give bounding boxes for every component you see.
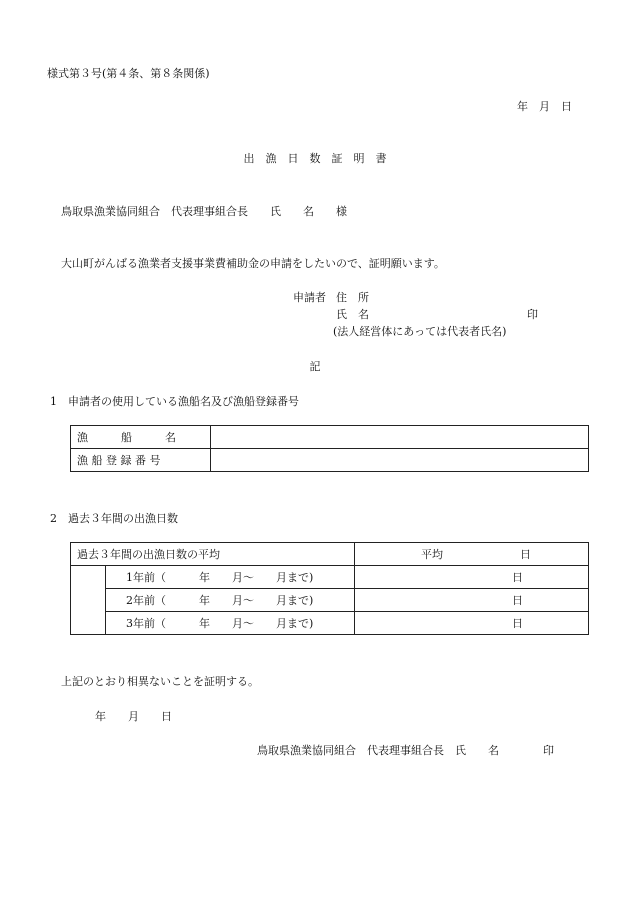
section2-heading: 2 過去３年間の出漁日数 xyxy=(50,512,178,525)
year3-label: 3年前（ 年 月～ 月まで) xyxy=(106,612,355,635)
date-top: 年 月 日 xyxy=(517,100,572,113)
applicant-note: (法人経営体にあっては代表者氏名) xyxy=(333,325,507,338)
average-header-label: 過去３年間の出漁日数の平均 xyxy=(71,543,355,566)
table-row xyxy=(71,426,589,449)
year1-label: 1年前（ 年 月～ 月まで) xyxy=(106,566,355,589)
vessel-registration-value xyxy=(211,449,589,472)
table-row xyxy=(71,566,589,589)
addressee: 鳥取県漁業協同組合 代表理事組合長 氏 名 様 xyxy=(61,205,347,218)
applicant-address-label: 住 所 xyxy=(336,291,369,304)
request-text: 大山町がんばる漁業者支援事業費補助金の申請をしたいので、証明願います。 xyxy=(61,257,445,270)
document-title: 出 漁 日 数 証 明 書 xyxy=(243,152,387,165)
section1-heading: 1 申請者の使用している漁船名及び漁船登録番号 xyxy=(50,395,299,408)
table-row xyxy=(71,449,589,472)
form-number: 様式第３号(第４条、第８条関係) xyxy=(47,67,210,80)
certify-text: 上記のとおり相異ないことを証明する。 xyxy=(61,675,259,688)
average-cell xyxy=(355,543,589,566)
year2-label: 2年前（ 年 月～ 月まで) xyxy=(106,589,355,612)
average-label: 平均 xyxy=(421,547,443,561)
year2-day-unit: 日 xyxy=(355,589,589,612)
blank-cell xyxy=(71,566,106,635)
table-row xyxy=(71,543,589,566)
year3-day-unit: 日 xyxy=(355,612,589,635)
vessel-registration-label: 漁 船 登 録 番 号 xyxy=(71,449,211,472)
vessel-name-label: 漁 船 名 xyxy=(71,426,211,449)
applicant-label: 申請者 xyxy=(293,291,326,304)
fishing-days-table xyxy=(70,542,589,635)
applicant-name-label: 氏 名 xyxy=(336,308,369,321)
table-row xyxy=(71,589,589,612)
date-bottom: 年 月 日 xyxy=(95,710,172,723)
table-row xyxy=(71,612,589,635)
ki-mark: 記 xyxy=(309,360,321,373)
year1-day-unit: 日 xyxy=(355,566,589,589)
average-day-unit: 日 xyxy=(520,547,531,561)
seal-mark: 印 xyxy=(527,308,538,321)
vessel-table xyxy=(70,425,589,472)
vessel-name-value xyxy=(211,426,589,449)
signature-line: 鳥取県漁業協同組合 代表理事組合長 氏 名 印 xyxy=(257,744,554,757)
